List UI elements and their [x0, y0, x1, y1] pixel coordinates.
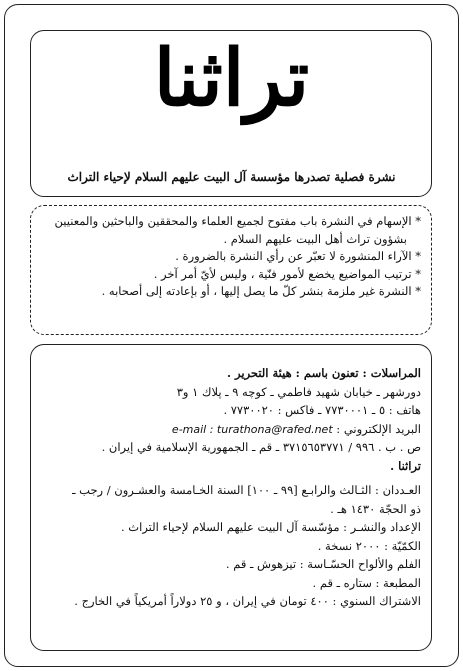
note-item: بشؤون تراث أهل البيت عليهم السلام . — [223, 231, 407, 246]
journal-subtitle: نشرة فصلية تصدرها مؤسسة آل البيت عليهم السلام لإحياء التراث — [67, 170, 396, 184]
address-line: دورشهر ـ خيابان شهيد فاطمي ـ كوچه ٩ ـ پلاك ١ و٣ — [176, 384, 421, 399]
plates-line: الفلم والألواح الحسّـاسة : تيزهوش ـ قم . — [225, 557, 421, 571]
brand-line: تراثنا . — [390, 458, 421, 473]
journal-title: تراثنا — [153, 33, 310, 124]
email-link[interactable]: e-mail : turathona@rafed.net — [171, 422, 333, 436]
note-item: * النشرة غير ملزمة بنشر كلّ ما يصل إليها ، أو بإعادته إلى أصحابه . — [101, 284, 421, 298]
note-item: * ترتيب المواضيع يخضع لأمور فنّية ، وليس لأيّ أمر آخر . — [153, 266, 421, 281]
pobox-line: ص . ب . ٩٩٦ / ٣٧١٥٦٥٣٧٧١ ـ قم ـ الجمهورية الإسلامية في إيران . — [101, 440, 421, 454]
publisher-line: الإعداد والنشـر : مؤسّسة آل البيت عليهم السلام لإحياء التراث . — [120, 520, 421, 534]
phone-line: هاتف : ٥ ـ ٧٧٣٠٠٠١ ـ فاكس : ٧٧٣٠٠٢٠ . — [223, 403, 421, 417]
subscription-line: الاشتراك السنوي : ٤٠٠ تومان في إيران ، و ٢٥ دولاراً أمريكياً في الخارج . — [74, 594, 421, 608]
email-row — [44, 420, 421, 439]
note-item: * الإسهام في النشرة باب مفتوح لجميع العلماء والمحققين والباحثين والمعنيين — [54, 214, 421, 228]
info-block — [44, 364, 421, 611]
notes-list — [44, 213, 421, 301]
printer-line: المطبعة : ستاره ـ قم . — [312, 575, 421, 590]
note-item: * الآراء المنشورة لا تعبّر عن رأي النشرة بالضرورة . — [175, 249, 421, 263]
quantity-line: الكمّيّة : ٢٠٠٠ نسخة . — [317, 538, 421, 553]
issues-line: العـددان : الثـالث والرابـع [٩٩ ـ ١٠٠] السنة الخـامسة والعشـرون / رجب ـ — [72, 483, 421, 497]
correspondence-line: المراسلات : تعنون باسم : هيئة التحرير . — [227, 366, 421, 380]
issues-date-line: ذو الحجّة ١٤٣٠ هـ . — [330, 501, 421, 516]
email-label: البريد الإلكتروني : — [336, 421, 421, 436]
